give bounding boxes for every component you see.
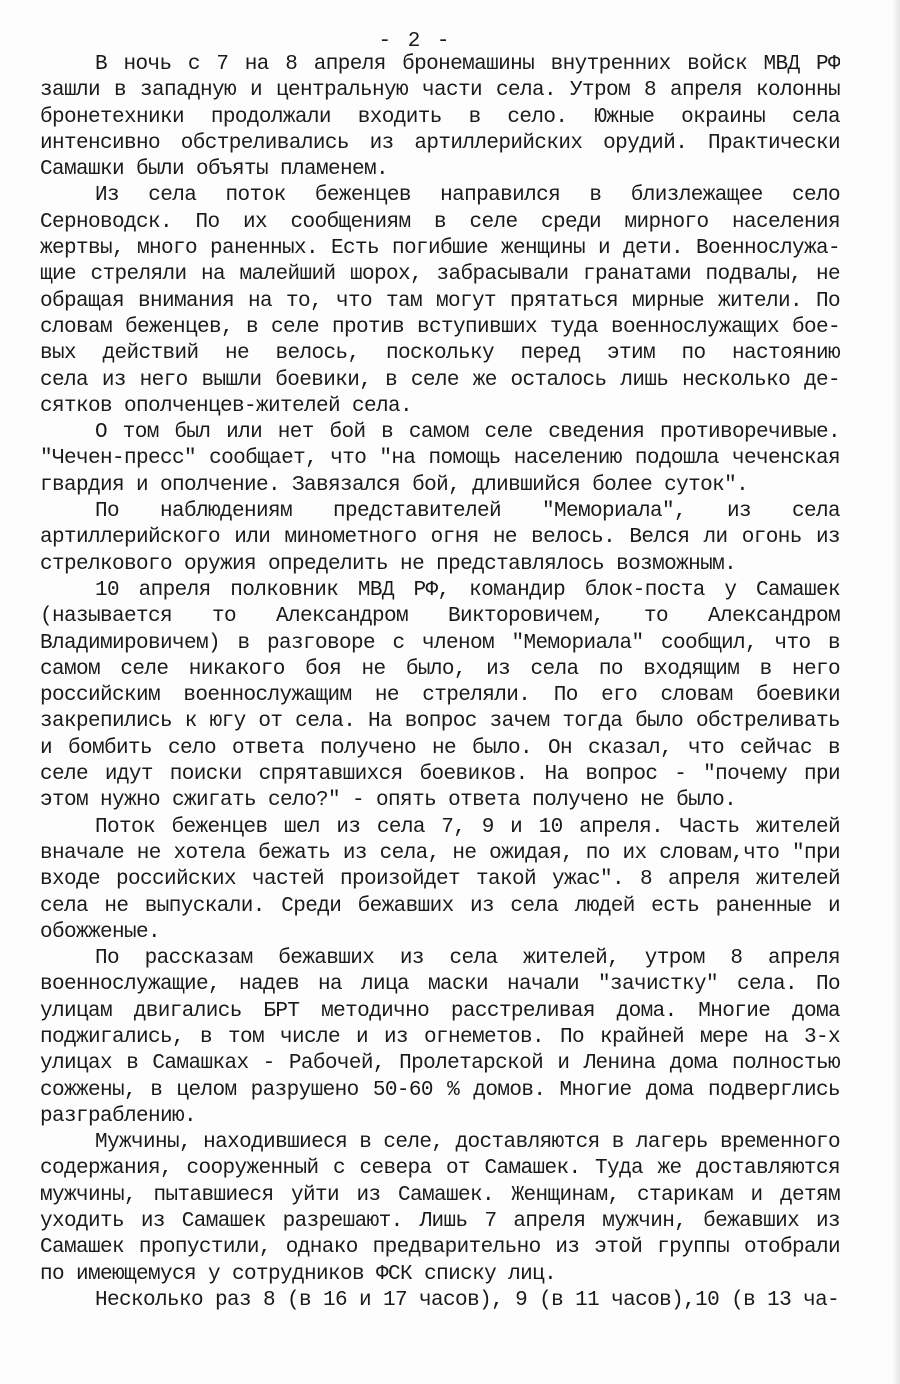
text-line: Мужчины, находившиеся в селе, доставляются в лагерь временного <box>95 1131 840 1155</box>
text-line: интенсивно обстреливались из артиллерийских орудий. Практически <box>40 131 840 155</box>
text-line: села не выпускали. Среди бежавших из села людей есть раненные и <box>40 894 840 918</box>
text-line: военнослужащие, надев на лица маски начали "зачистку" села. По <box>40 973 840 997</box>
text-line: жертвы, много раненных. Есть погибшие женщины и дети. Военнослужа- <box>40 237 840 261</box>
text-line: разграблению. <box>40 1104 197 1128</box>
text-line: вых действий не велось, поскольку перед этим по настоянию <box>40 342 840 366</box>
text-line: сожжены, в целом разрушено 50-60 % домов. Многие дома подверглись <box>40 1078 840 1102</box>
text-line: гвардия и ополчение. Завязался бой, длившийся более суток". <box>40 473 749 497</box>
text-line: "Чечен-пресс" сообщает, что "на помощь населению подошла чеченская <box>40 447 840 471</box>
text-line: Серноводск. По их сообщениям в селе среди мирного населения <box>40 210 840 234</box>
text-line: Поток беженцев шел из села 7, 9 и 10 апреля. Часть жителей <box>95 815 840 839</box>
text-line: Несколько раз 8 (в 16 и 17 часов), 9 (в 11 часов),10 (в 13 ча- <box>95 1288 840 1312</box>
text-line: уходить из Самашек разрешают. Лишь 7 апреля мужчин, бежавших из <box>40 1210 840 1234</box>
text-line: сятков ополченцев-жителей села. <box>40 394 413 418</box>
text-line: обожженые. <box>40 920 161 944</box>
text-line: поджигались, в том числе и из огнеметов. По крайней мере на 3-х <box>40 1025 840 1049</box>
text-line: этом нужно сжигать село?" - опять ответа получено не было. <box>40 789 737 813</box>
text-line: 10 апреля полковник МВД РФ, командир блок-поста у Самашек <box>95 578 840 602</box>
text-line: вначале не хотела бежать из села, не ожидая, по их словам,что "при <box>40 841 840 865</box>
scan-edge-shadow <box>892 0 900 1384</box>
text-line: словам беженцев, в селе против вступивших туда военнослужащих бое- <box>40 315 840 339</box>
text-line: По рассказам бежавших из села жителей, утром 8 апреля <box>95 947 840 971</box>
text-line: улицах в Самашках - Рабочей, Пролетарской и Ленина дома полностью <box>40 1052 840 1076</box>
text-line: улицам двигались БРТ методично расстреливая дома. Многие дома <box>40 999 840 1023</box>
text-line: стрелкового оружия определить не представлялось возможным. <box>40 552 737 576</box>
text-line: селе идут поиски спрятавшихся боевиков. На вопрос - "почему при <box>40 763 840 787</box>
document-body <box>40 52 840 1314</box>
text-line: Самашки были объяты пламенем. <box>40 158 389 182</box>
text-line: российским военнослужащим не стреляли. По его словам боевики <box>40 684 840 708</box>
text-line: артиллерийского или минометного огня не велось. Велся ли огонь из <box>40 526 840 550</box>
text-line: (называется то Александром Викторовичем, то Александром <box>40 605 840 629</box>
text-line: содержания, сооруженный с севера от Самашек. Туда же доставляются <box>40 1157 840 1181</box>
text-line: Владимировичем) в разговоре с членом "Мемориала" сообщил, что в <box>40 631 840 655</box>
text-line: и бомбить село ответа получено не было. Он сказал, что сейчас в <box>40 736 840 760</box>
text-line: По наблюдениям представителей "Мемориала", из села <box>95 500 840 524</box>
text-line: мужчины, пытавшиеся уйти из Самашек. Женщинам, старикам и детям <box>40 1183 840 1207</box>
text-line: О том был или нет бой в самом селе сведения противоречивые. <box>95 421 840 445</box>
text-line: Из села поток беженцев направился в близлежащее село <box>95 184 840 208</box>
text-line: закрепились к югу от села. На вопрос зачем тогда было обстреливать <box>40 710 840 734</box>
text-line: Самашек пропустили, однако предварительно из этой группы отобрали <box>40 1236 840 1260</box>
text-line: села из него вышли боевики, в селе же осталось лишь несколько де- <box>40 368 840 392</box>
text-line: входе российских частей произойдет такой ужас". 8 апреля жителей <box>40 868 840 892</box>
text-line: щие стреляли на малейший шорох, забрасывали гранатами подвалы, не <box>40 263 840 287</box>
text-line: В ночь с 7 на 8 апреля бронемашины внутренних войск МВД РФ <box>95 53 840 76</box>
text-line: бронетехники продолжали входить в село. Южные окраины села <box>40 105 840 129</box>
page-number: - 2 - <box>378 30 452 53</box>
text-line: зашли в западную и центральную части села. Утром 8 апреля колонны <box>40 79 840 103</box>
text-line: по имеющемуся у сотрудников ФСК списку лиц. <box>40 1262 557 1286</box>
text-line: самом селе никакого боя не было, из села по входящим в него <box>40 657 840 681</box>
text-line: обращая внимания на то, что там могут прятаться мирные жители. По <box>40 289 840 313</box>
